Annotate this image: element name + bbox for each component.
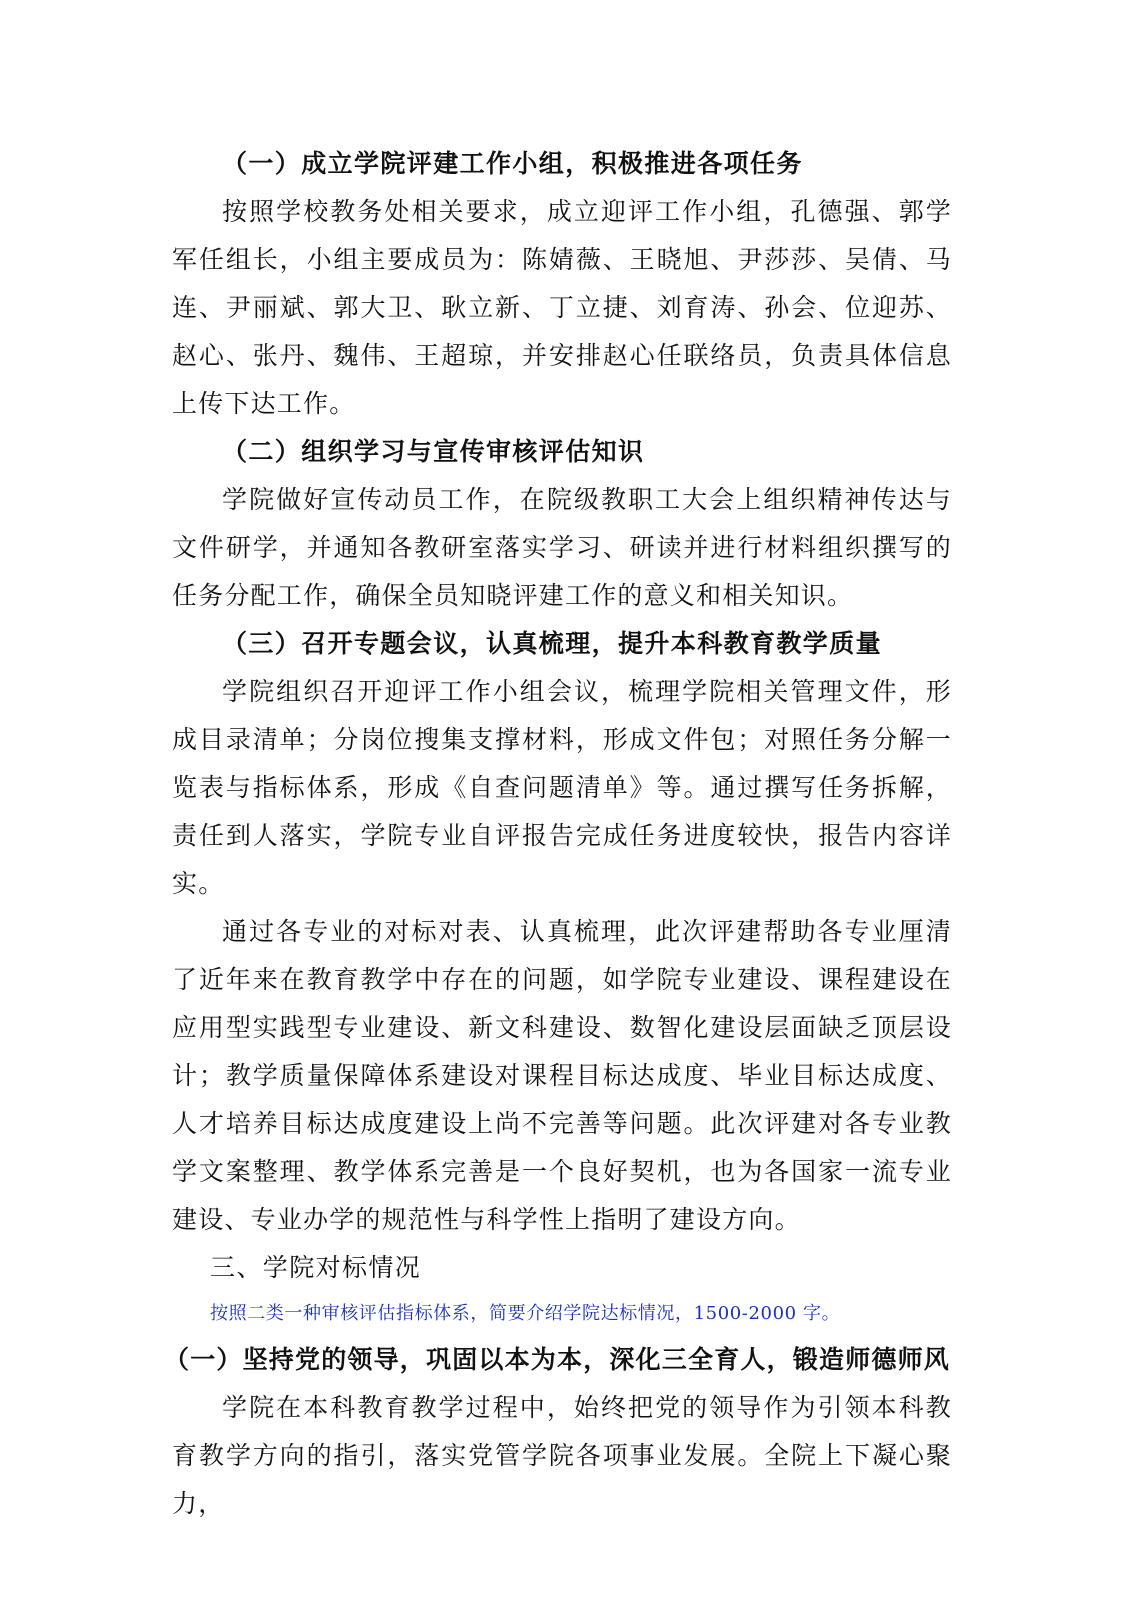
instruction-note: 按照二类一种审核评估指标体系，简要介绍学院达标情况，1500-2000 字。 xyxy=(210,1303,841,1324)
paragraph-1-1: 按照学校教务处相关要求，成立迎评工作小组，孔德强、郭学军任组长，小组主要成员为：陈婧薇、王晓旭、尹莎莎、吴倩、马连、尹丽斌、郭大卫、耿立新、丁立捷、刘育涛、孙会、位迎苏、赵心、张丹、魏伟、王超琼，并安排赵心任联络员，负责具体信息上传下达工作。 xyxy=(172,197,952,418)
paragraph-1-3b: 通过各专业的对标对表、认真梳理，此次评建帮助各专业厘清了近年来在教育教学中存在的问题，如学院专业建设、课程建设在应用型实践型专业建设、新文科建设、数智化建设层面缺乏顶层设计；教学质量保障体系建设对课程目标达成度、毕业目标达成度、人才培养目标达成度建设上尚不完善等问题。此次评建对各专业教学文案整理、教学体系完善是一个良好契机，也为各国家一流专业建设、专业办学的规范性与科学性上指明了建设方向。 xyxy=(172,917,952,1234)
heading-1-1: （一）成立学院评建工作小组，积极推进各项任务 xyxy=(222,149,803,178)
paragraph-1-3a: 学院组织召开迎评工作小组会议，梳理学院相关管理文件，形成目录清单；分岗位搜集支撑材料，形成文件包；对照任务分解一览表与指标体系，形成《自查问题清单》等。通过撰写任务拆解，责任到人落实，学院专业自评报告完成任务进度较快，报告内容详实。 xyxy=(172,677,952,898)
paragraph-1-2: 学院做好宣传动员工作，在院级教职工大会上组织精神传达与文件研学，并通知各教研室落实学习、研读并进行材料组织撰写的任务分配工作，确保全员知晓评建工作的意义和相关知识。 xyxy=(172,485,952,610)
heading-1-2: （二）组织学习与宣传审核评估知识 xyxy=(222,437,645,466)
paragraph-3-1: 学院在本科教育教学过程中，始终把党的领导作为引领本科教育教学方向的指引，落实党管学院各项事业发展。全院上下凝心聚力， xyxy=(172,1393,952,1518)
document-body xyxy=(164,140,952,1528)
heading-3-1: （一）坚持党的领导，巩固以本为本，深化三全育人，锻造师德师风 xyxy=(164,1345,951,1374)
heading-1-3: （三）召开专题会议，认真梳理，提升本科教育教学质量 xyxy=(222,629,883,658)
section-title-3: 三、学院对标情况 xyxy=(210,1253,422,1282)
